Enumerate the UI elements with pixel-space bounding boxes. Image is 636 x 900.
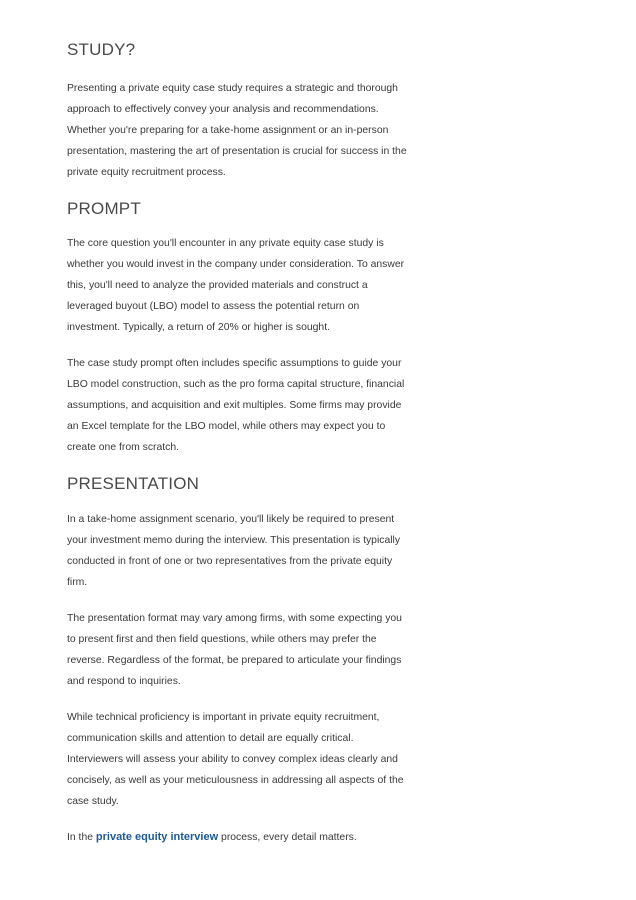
closing-text-after: process, every detail matters. (218, 832, 357, 843)
paragraph-intro: Presenting a private equity case study requires a strategic and thorough approach to effectively convey your analysis and recommendations. Whether you're preparing for a take-home assignment or an in-person presentation, mastering the art of presentation is crucial for success in the private equity recruitment process. (67, 83, 407, 178)
section-heading-study: STUDY? (67, 40, 136, 59)
section-heading-prompt: PROMPT (67, 199, 141, 218)
private-equity-interview-link[interactable]: private equity interview (95, 831, 219, 843)
paragraph-presentation-3: While technical proficiency is important in private equity recruitment, communication skills and attention to detail are equally critical. Interviewers will assess your ability to convey complex ideas clearly and concisely, as well as your meticulousness in addressing all aspects of the case study. (67, 712, 404, 807)
paragraph-closing (67, 827, 412, 848)
closing-text-before: In the (67, 832, 96, 843)
paragraph-prompt-1: The core question you'll encounter in any private equity case study is whether you would invest in the company under consideration. To answer this, you'll need to analyze the provided materials and construct a leveraged buyout (LBO) model to assess the potential return on investment. Typically, a return of 20% or higher is sought. (67, 238, 405, 333)
section-heading-presentation: PRESENTATION (67, 474, 200, 493)
paragraph-presentation-1: In a take-home assignment scenario, you'll likely be required to present your investment memo during the interview. This presentation is typically conducted in front of one or two representatives from the private equity firm. (67, 514, 401, 588)
paragraph-presentation-2: The presentation format may vary among firms, with some expecting you to present first and then field questions, while others may prefer the reverse. Regardless of the format, be prepared to articulate your findings and respond to inquiries. (67, 613, 402, 687)
paragraph-prompt-2: The case study prompt often includes specific assumptions to guide your LBO model construction, such as the pro forma capital structure, financial assumptions, and acquisition and exit multiples. Some firms may provide an Excel template for the LBO model, while others may expect you to create one from scratch. (67, 358, 405, 453)
